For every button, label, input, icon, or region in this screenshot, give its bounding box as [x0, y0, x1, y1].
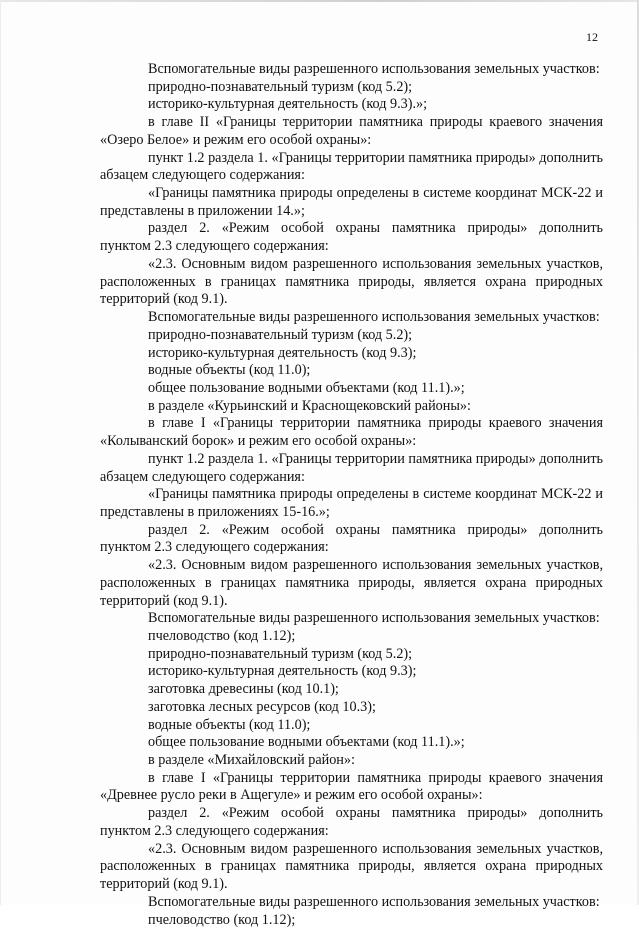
text-line: природно-познавательный туризм (код 5.2); — [0, 79, 603, 97]
text-line: пунктом 2.3 следующего содержания: — [0, 539, 603, 557]
text-line: абзацем следующего содержания: — [0, 469, 603, 487]
text-line: раздел 2. «Режим особой охраны памятника природы» дополнить — [0, 805, 603, 823]
text-line: пунктом 2.3 следующего содержания: — [0, 823, 603, 841]
text-line: историко-культурная деятельность (код 9.3); — [0, 663, 603, 681]
text-line: Вспомогательные виды разрешенного использования земельных участков: — [0, 309, 603, 327]
text-line: территорий (код 9.1). — [0, 876, 603, 894]
text-line: территорий (код 9.1). — [0, 593, 603, 611]
text-line: пунктом 2.3 следующего содержания: — [0, 238, 603, 256]
text-line: «Озеро Белое» и режим его особой охраны»: — [0, 132, 603, 150]
text-line: раздел 2. «Режим особой охраны памятника природы» дополнить — [0, 522, 603, 540]
text-line: общее пользование водными объектами (код 11.1).»; — [0, 380, 603, 398]
text-line: «Колыванский борок» и режим его особой охраны»: — [0, 433, 603, 451]
text-line: заготовка древесины (код 10.1); — [0, 681, 603, 699]
text-line: в главе I «Границы территории памятника природы краевого значения — [0, 770, 603, 788]
text-line: «Границы памятника природы определены в системе координат МСК-22 и — [0, 486, 603, 504]
text-line: абзацем следующего содержания: — [0, 167, 603, 185]
text-line: пчеловодство (код 1.12); — [0, 628, 603, 646]
text-line: природно-познавательный туризм (код 5.2); — [0, 327, 603, 345]
text-line: представлены в приложении 14.»; — [0, 203, 603, 221]
text-line: представлены в приложениях 15-16.»; — [0, 504, 603, 522]
text-line: расположенных в границах памятника природы, является охрана природных — [0, 858, 603, 876]
text-line: в главе II «Границы территории памятника природы краевого значения — [0, 114, 603, 132]
page-number: 12 — [586, 30, 598, 44]
text-line: заготовка лесных ресурсов (код 10.3); — [0, 699, 603, 717]
text-line: водные объекты (код 11.0); — [0, 717, 603, 735]
text-line: «2.3. Основным видом разрешенного использования земельных участков, — [0, 256, 603, 274]
text-line: Вспомогательные виды разрешенного использования земельных участков: — [0, 61, 603, 79]
text-line: пункт 1.2 раздела 1. «Границы территории памятника природы» дополнить — [0, 150, 603, 168]
scan-edge-top — [0, 0, 639, 2]
text-line: «Границы памятника природы определены в системе координат МСК-22 и — [0, 185, 603, 203]
text-line: Вспомогательные виды разрешенного использования земельных участков: — [0, 894, 603, 912]
text-line: историко-культурная деятельность (код 9.3).»; — [0, 96, 603, 114]
text-line: территорий (код 9.1). — [0, 291, 603, 309]
text-line: «2.3. Основным видом разрешенного использования земельных участков, — [0, 841, 603, 859]
text-line: природно-познавательный туризм (код 5.2); — [0, 646, 603, 664]
text-line: общее пользование водными объектами (код 11.1).»; — [0, 734, 603, 752]
text-line: в главе I «Границы территории памятника природы краевого значения — [0, 415, 603, 433]
text-line: пункт 1.2 раздела 1. «Границы территории памятника природы» дополнить — [0, 451, 603, 469]
text-line: Вспомогательные виды разрешенного использования земельных участков: — [0, 610, 603, 628]
text-line: «Древнее русло реки в Ащегуле» и режим его особой охраны»: — [0, 787, 603, 805]
text-line: водные объекты (код 11.0); — [0, 362, 603, 380]
text-line: расположенных в границах памятника природы, является охрана природных — [0, 575, 603, 593]
text-line: в разделе «Михайловский район»: — [0, 752, 603, 770]
text-line: «2.3. Основным видом разрешенного использования земельных участков, — [0, 557, 603, 575]
text-line: расположенных в границах памятника природы, является охрана природных — [0, 274, 603, 292]
text-line: пчеловодство (код 1.12); — [0, 912, 603, 929]
document-body — [0, 61, 639, 929]
text-line: историко-культурная деятельность (код 9.3); — [0, 345, 603, 363]
text-line: раздел 2. «Режим особой охраны памятника природы» дополнить — [0, 220, 603, 238]
text-line: в разделе «Курьинский и Краснощековский районы»: — [0, 398, 603, 416]
